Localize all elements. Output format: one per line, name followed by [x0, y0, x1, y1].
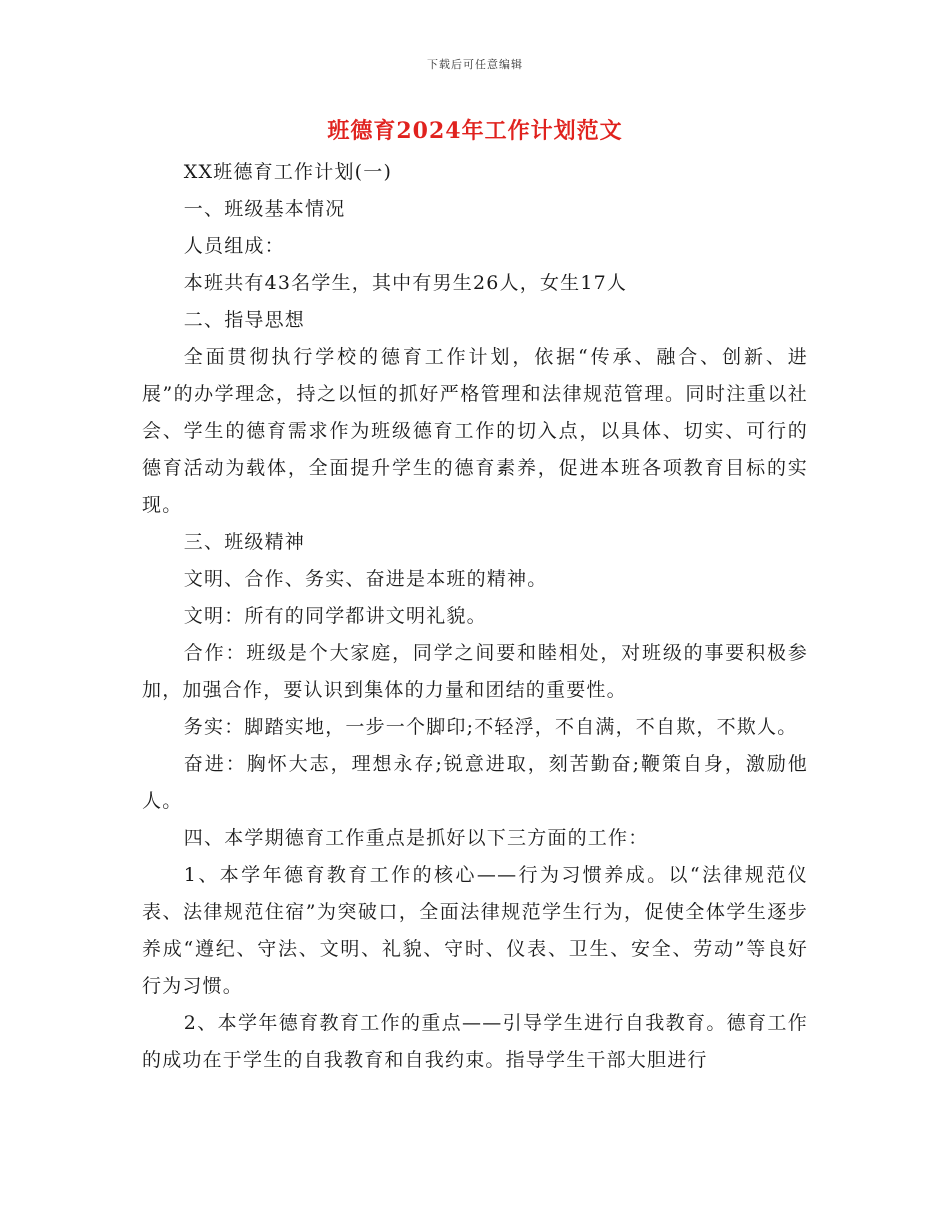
- paragraph: 四、本学期德育工作重点是抓好以下三方面的工作：: [183, 827, 649, 849]
- paragraph: 三、班级精神: [183, 531, 305, 553]
- paragraph: XX班德育工作计划(一): [183, 161, 393, 183]
- paragraph: 1、本学年德育教育工作的核心——行为习惯养成。以“法律规范仪表、法律规范住宿”为突破口，全面法律规范学生行为，促使全体学生逐步养成“遵纪、守法、文明、礼貌、守时、仪表、卫生、安全、劳动”等良好行为习惯。: [142, 864, 808, 997]
- paragraph: 全面贯彻执行学校的德育工作计划，依据“传承、融合、创新、进展”的办学理念，持之以恒的抓好严格管理和法律规范管理。同时注重以社会、学生的德育需求作为班级德育工作的切入点，以具体、切实、可行的德育活动为载体，全面提升学生的德育素养，促进本班各项教育目标的实现。: [142, 346, 808, 516]
- header-note: 下载后可任意编辑: [427, 58, 523, 71]
- paragraph: 本班共有43名学生，其中有男生26人，女生17人: [183, 272, 628, 294]
- paragraph: 合作：班级是个大家庭，同学之间要和睦相处，对班级的事要积极参加，加强合作，要认识到集体的力量和团结的重要性。: [142, 642, 808, 701]
- paragraph: 人员组成：: [183, 235, 285, 257]
- paragraph: 二、指导思想: [183, 309, 305, 331]
- paragraph: 文明：所有的同学都讲文明礼貌。: [183, 605, 487, 627]
- paragraph: 一、班级基本情况: [183, 198, 346, 220]
- paragraph: 务实：脚踏实地，一步一个脚印;不轻浮，不自满，不自欺，不欺人。: [183, 716, 798, 738]
- document-body: [142, 154, 808, 1079]
- paragraph: 2、本学年德育教育工作的重点——引导学生进行自我教育。德育工作的成功在于学生的自我教育和自我约束。指导学生干部大胆进行: [142, 1012, 808, 1071]
- paragraph: 文明、合作、务实、奋进是本班的精神。: [183, 568, 548, 590]
- paragraph: 奋进：胸怀大志，理想永存;锐意进取，刻苦勤奋;鞭策自身，激励他人。: [142, 753, 808, 812]
- document-title: 班德育2024年工作计划范文: [327, 118, 623, 144]
